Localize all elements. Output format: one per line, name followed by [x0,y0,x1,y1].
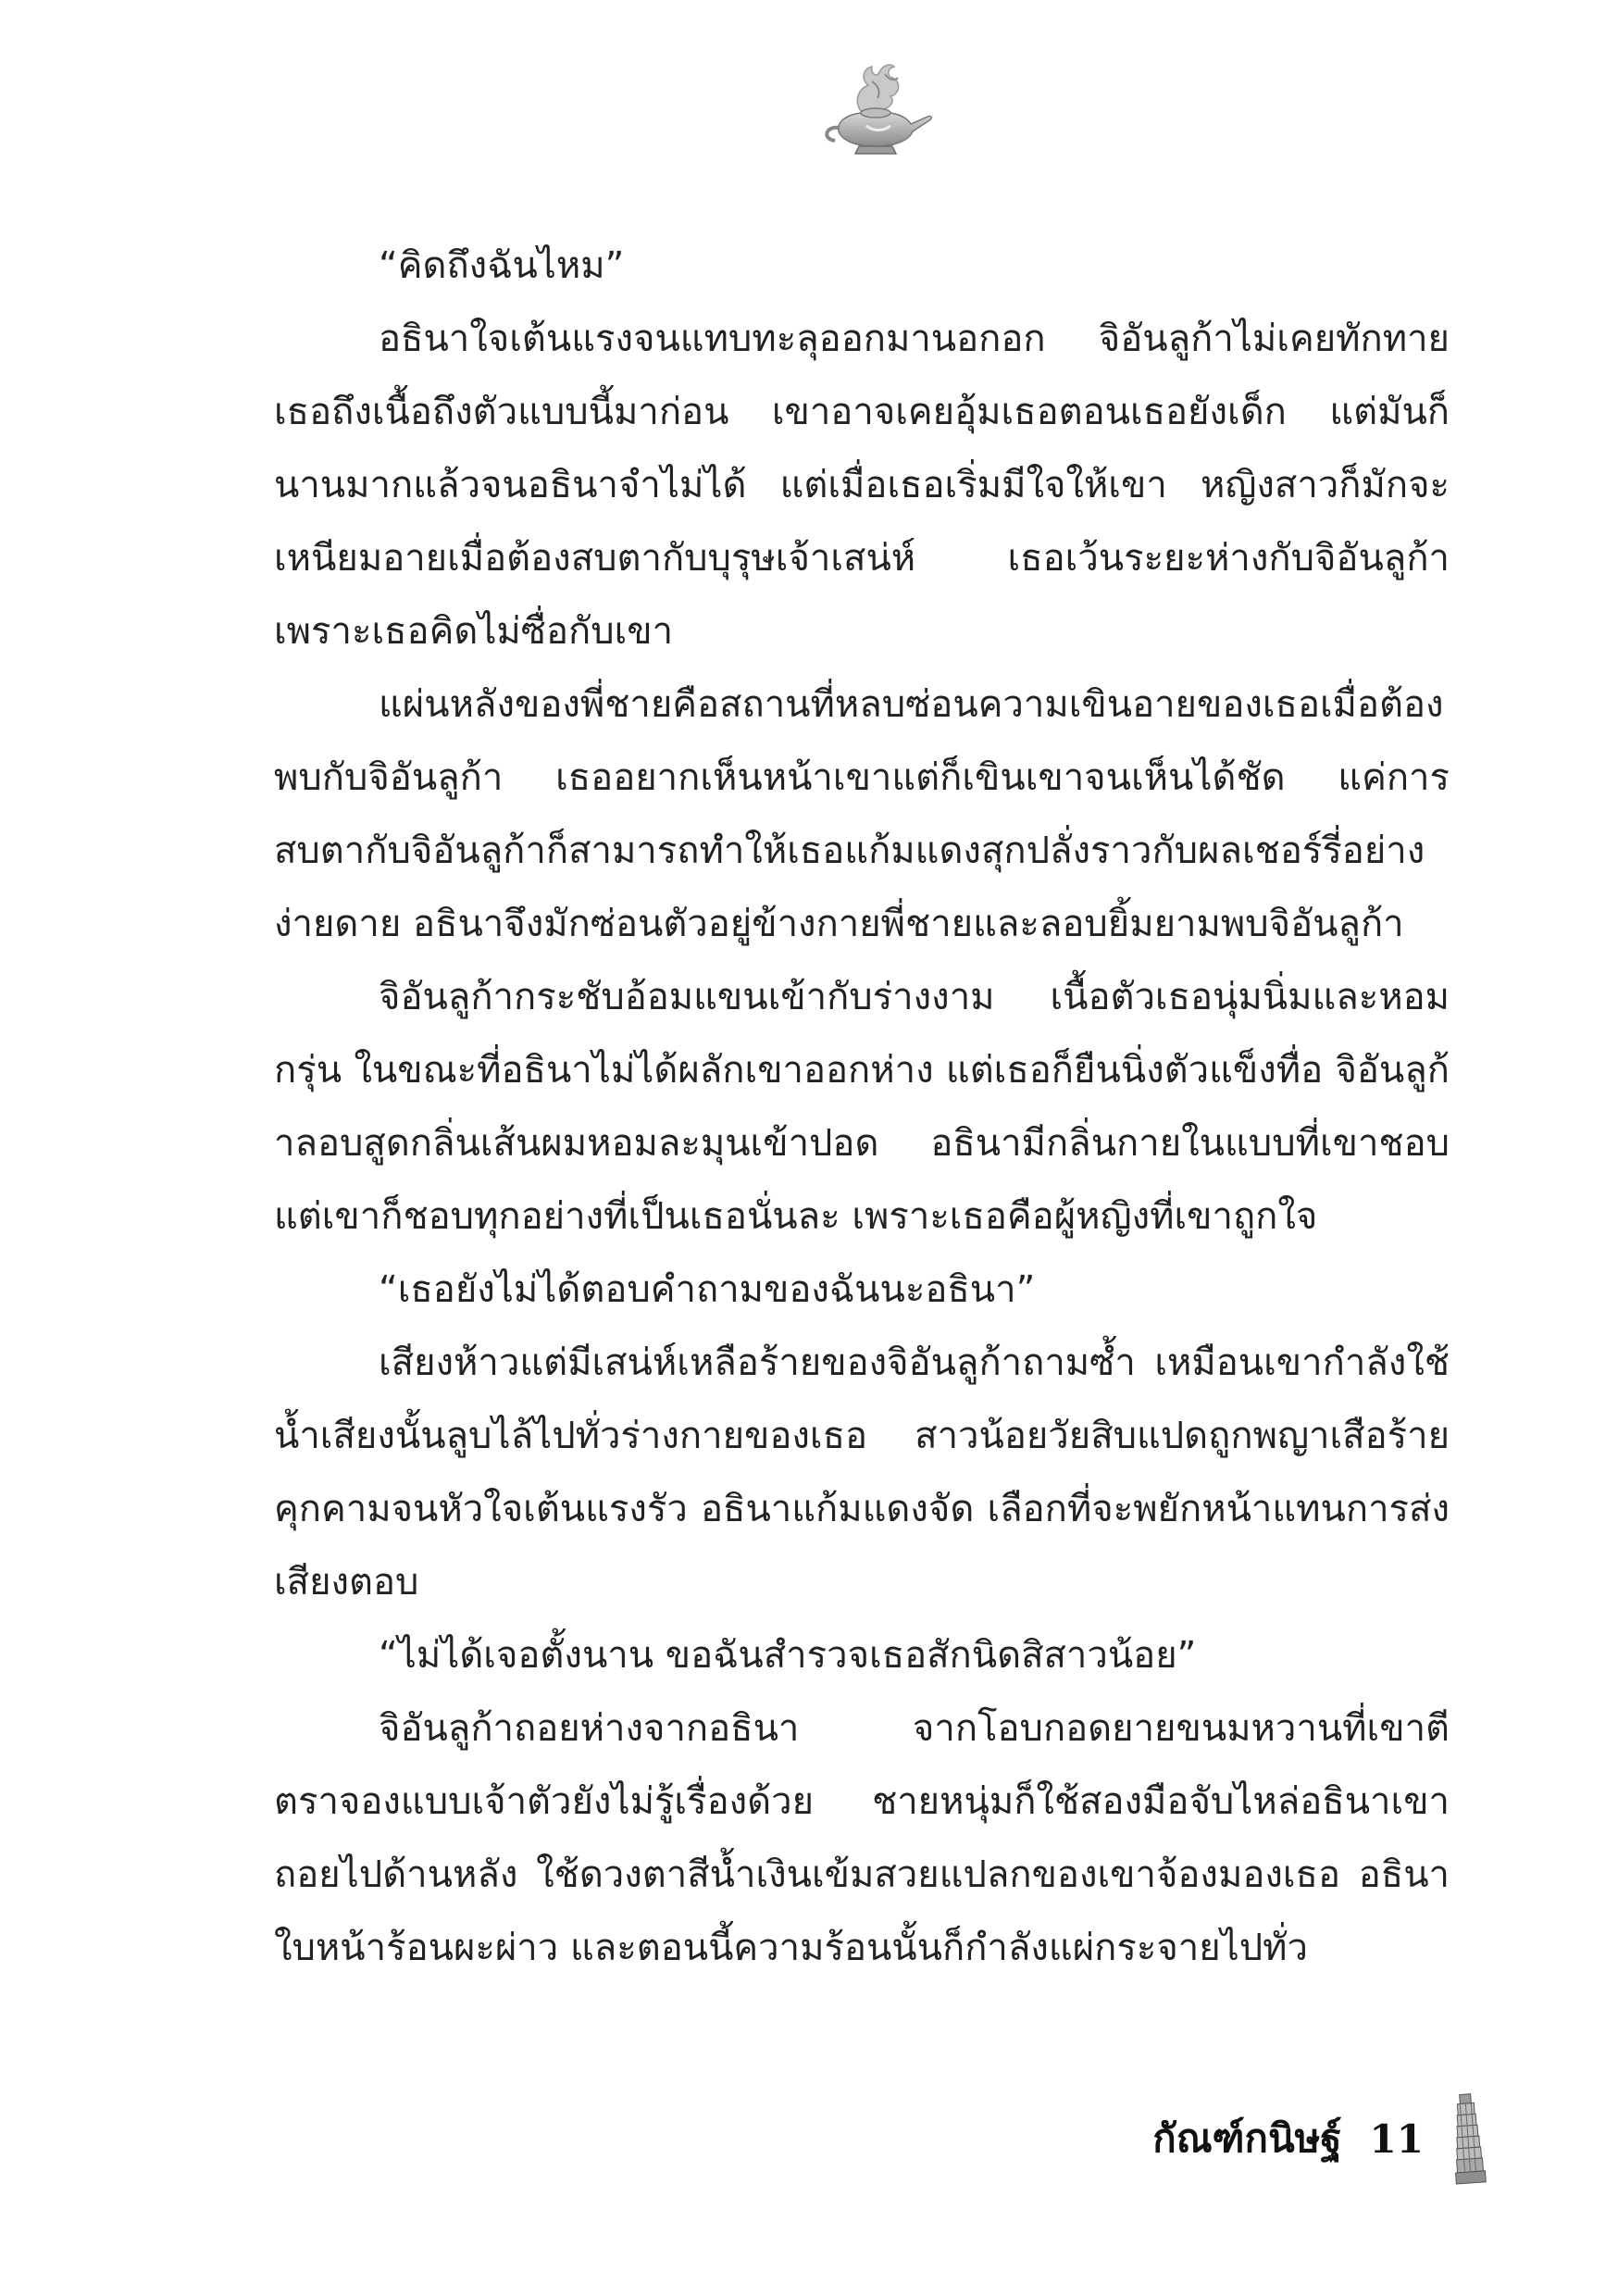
book-title: กัณฑ์กนิษฐ์ [1152,2115,1342,2161]
chapter-body-text [274,230,1450,1985]
paragraph: “เธอยังไม่ได้ตอบคำถามของฉันนะอธินา” [379,1268,1036,1311]
paragraph: “ไม่ได้เจอตั้งนาน ขอฉันสำรวจเธอสักนิดสิสาวน้อย” [379,1634,1197,1677]
paragraph: จิอันลูก้ากระชับอ้อมแขนเข้ากับร่างงาม เนื้อตัวเธอนุ่มนิ่มและหอมกรุ่น ในขณะที่อธินาไม่ได้ผลักเขาออกห่าง แต่เธอก็ยืนนิ่งตัวแข็งทื่อ จิอันลูก้าลอบสูดกลิ่นเส้นผมหอมละมุนเข้าปอด อธินามีกลิ่นกายในแบบที่เขาชอบ แต่เขาก็ชอบทุกอย่างที่เป็นเธอนั่นละ เพราะเธอคือผู้หญิงที่เขาถูกใจ [274,976,1450,1238]
lamp-with-smoke-figure-icon [805,54,944,165]
page-number: 11 [1369,2115,1424,2162]
leaning-tower-icon [1448,2090,1488,2187]
paragraph: “คิดถึงฉันไหม” [379,244,625,287]
paragraph: อธินาใจเต้นแรงจนแทบทะลุออกมานอกอก จิอันลูก้าไม่เคยทักทายเธอถึงเนื้อถึงตัวแบบนี้มาก่อน เขาอาจเคยอุ้มเธอตอนเธอยังเด็ก แต่มันก็นานมากแล้วจนอธินาจำไม่ได้ แต่เมื่อเธอเริ่มมีใจให้เขา หญิงสาวก็มักจะเหนียมอายเมื่อต้องสบตากับบุรุษเจ้าเสน่ห์ เธอเว้นระยะห่างกับจิอันลูก้าเพราะเธอคิดไม่ซื่อกับเขา [274,318,1450,653]
paragraph: จิอันลูก้าถอยห่างจากอธินา จากโอบกอดยายขนมหวานที่เขาตีตราจองแบบเจ้าตัวยังไม่รู้เรื่องด้วย ชายหนุ่มก็ใช้สองมือจับไหล่อธินาเขาถอยไปด้านหลัง ใช้ดวงตาสีน้ำเงินเข้มสวยแปลกของเขาจ้องมองเธอ อธินาใบหน้าร้อนผะผ่าว และตอนนี้ความร้อนนั้นก็กำลังแผ่กระจายไปทั่ว [274,1707,1450,1969]
page-footer [1152,2088,1488,2190]
paragraph: แผ่นหลังของพี่ชายคือสถานที่หลบซ่อนความเขินอายของเธอเมื่อต้องพบกับจิอันลูก้า เธออยากเห็นหน้าเขาแต่ก็เขินเขาจนเห็นได้ชัด แค่การสบตากับจิอันลูก้าก็สามารถทำให้เธอแก้มแดงสุกปลั่งราวกับผลเชอร์รี่อย่างง่ายดาย อธินาจึงมักซ่อนตัวอยู่ข้างกายพี่ชายและลอบยิ้มยามพบจิอันลูก้า [274,683,1450,945]
paragraph: เสียงห้าวแต่มีเสน่ห์เหลือร้ายของจิอันลูก้าถามซ้ำ เหมือนเขากำลังใช้น้ำเสียงนั้นลูบไล้ไปทั่วร่างกายของเธอ สาวน้อยวัยสิบแปดถูกพญาเสือร้ายคุกคามจนหัวใจเต้นแรงรัว อธินาแก้มแดงจัด เลือกที่จะพยักหน้าแทนการส่งเสียงตอบ [274,1341,1450,1603]
